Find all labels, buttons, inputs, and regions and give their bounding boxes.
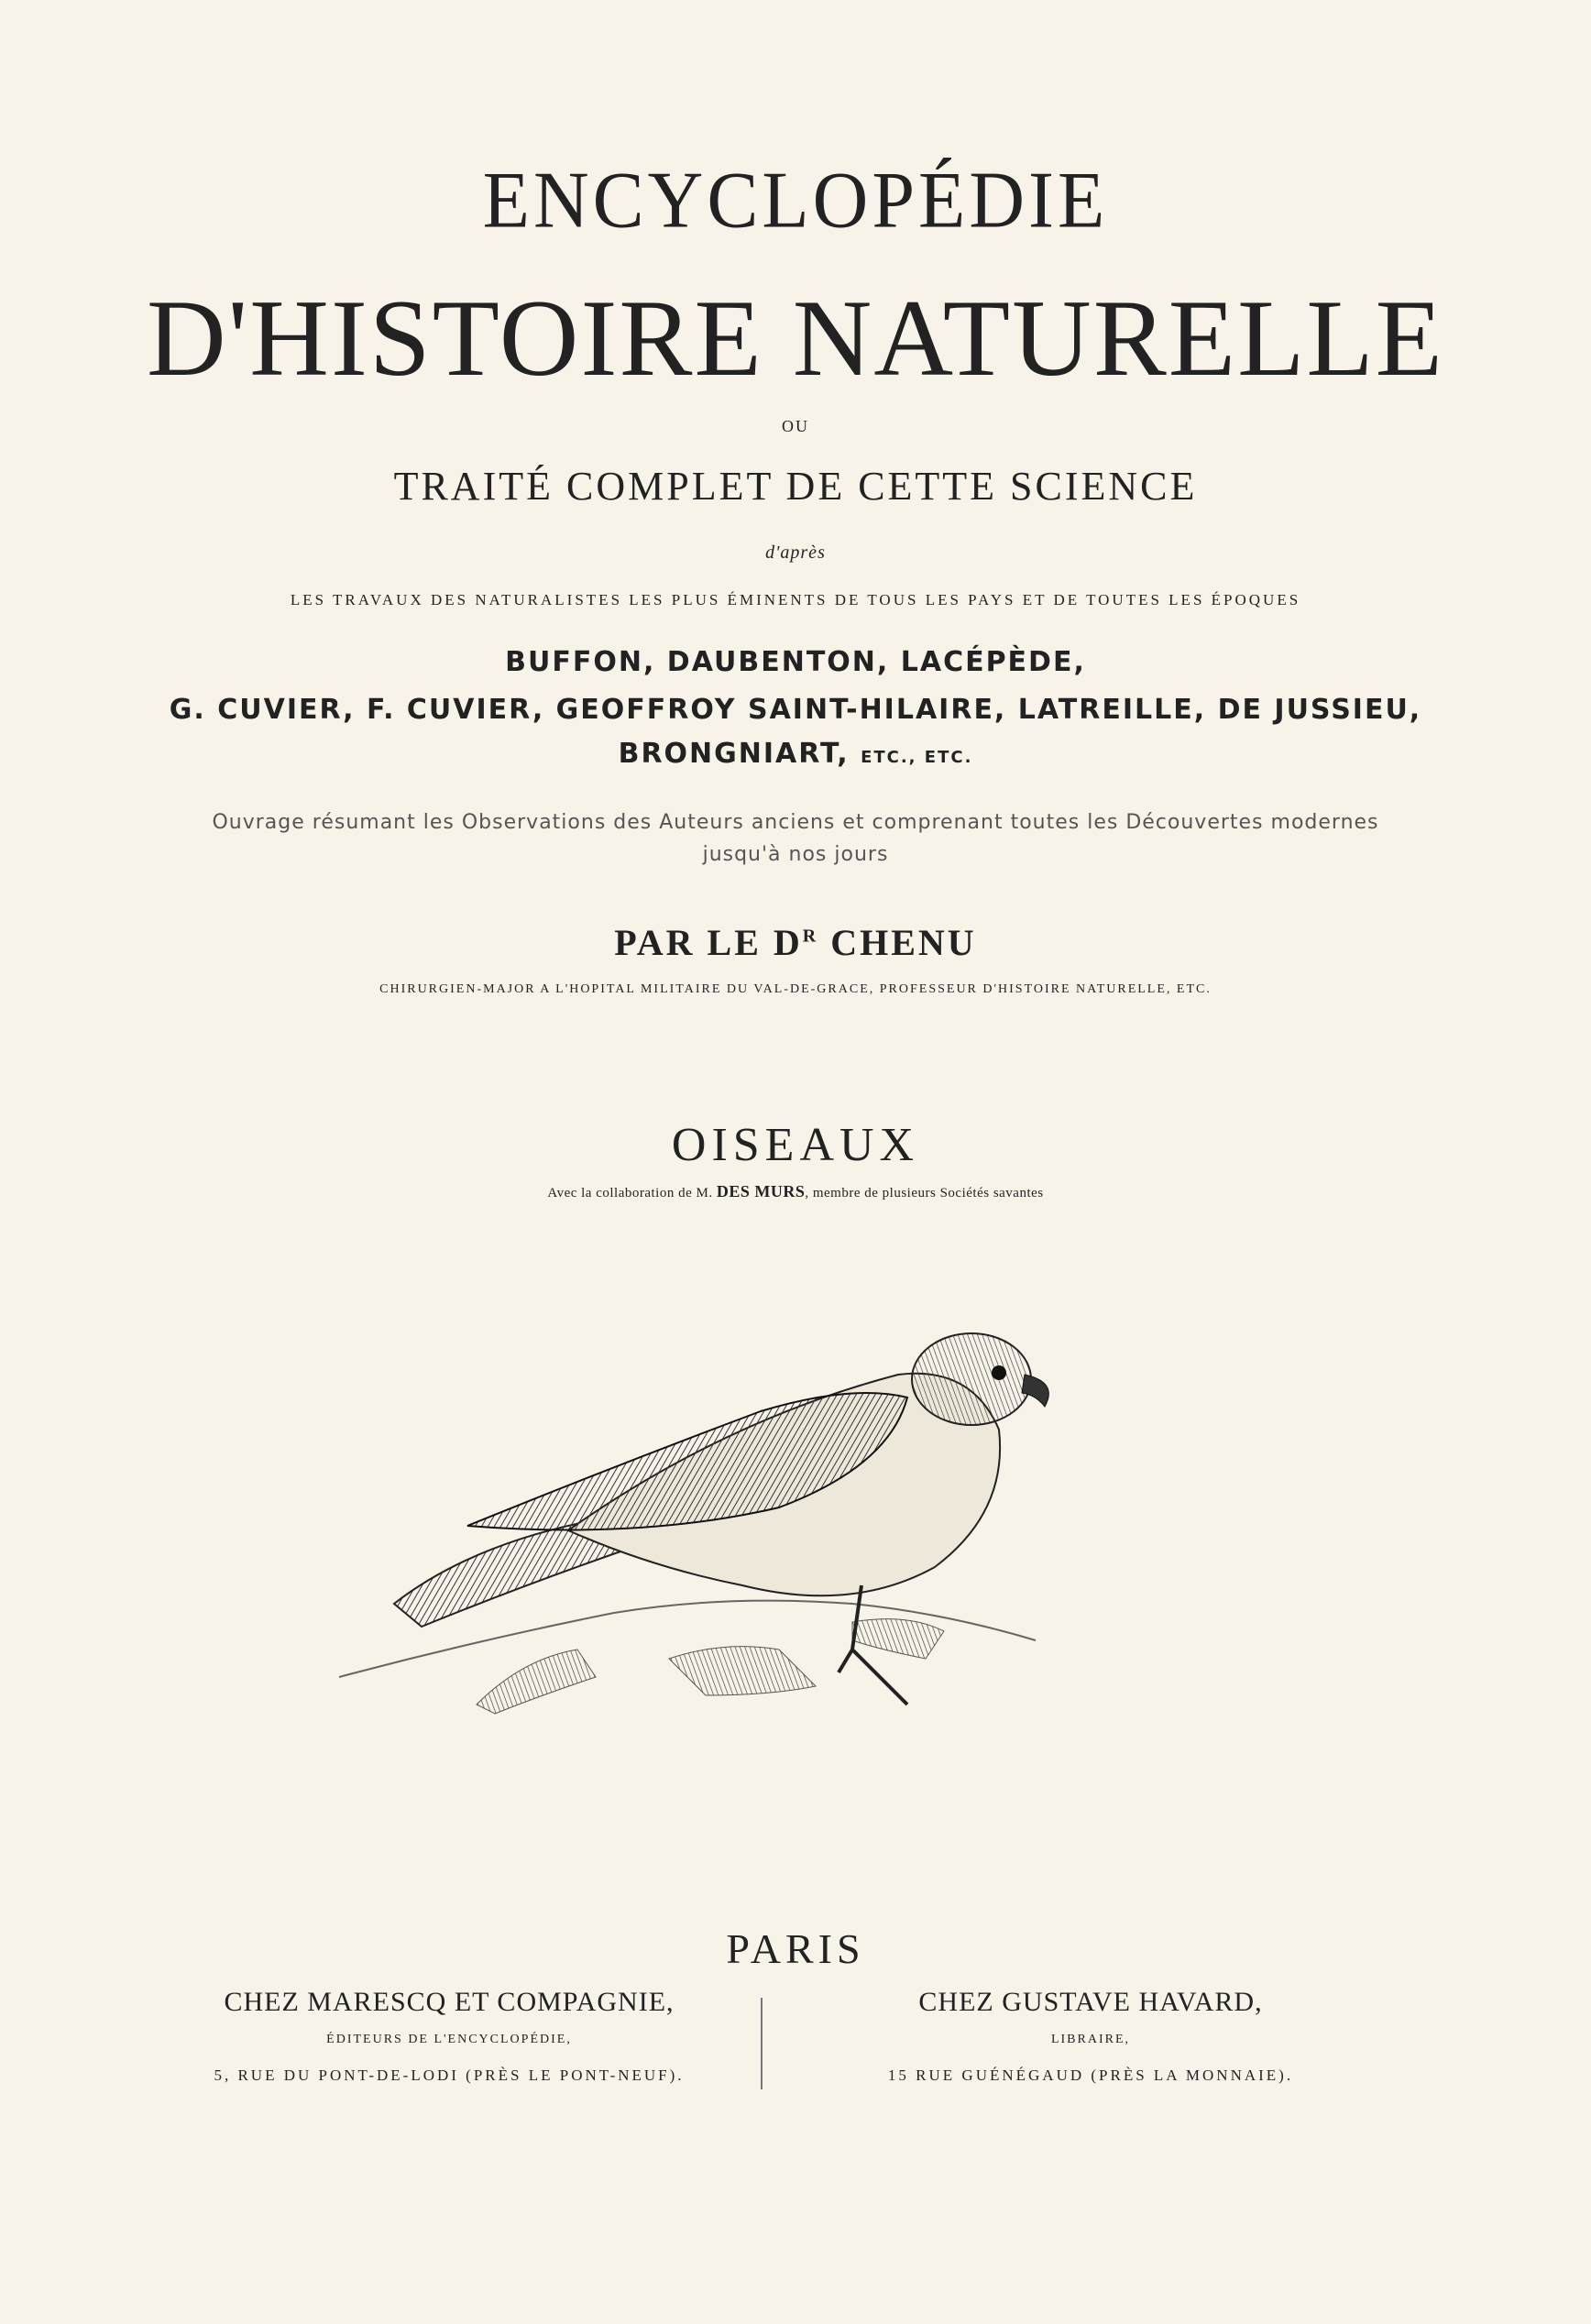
collab-pre: Avec la collaboration de M. bbox=[547, 1186, 717, 1200]
collab-name: DES MURS bbox=[716, 1182, 806, 1200]
naturalists-etc: ETC., ETC. bbox=[861, 748, 973, 767]
title-ou: OU bbox=[782, 417, 809, 435]
volume-title: OISEAUX bbox=[671, 1119, 920, 1171]
right-publisher: CHEZ GUSTAVE HAVARD, bbox=[918, 1987, 1263, 2017]
imprint-divider bbox=[761, 1998, 763, 2089]
left-publisher: CHEZ MARESCQ ET COMPAGNIE, bbox=[224, 1987, 675, 2017]
right-role: LIBRAIRE, bbox=[1050, 2033, 1131, 2046]
ouvrage-line-2: jusqu'à nos jours bbox=[702, 843, 889, 866]
collab-post: , membre de plusieurs Sociétés savantes bbox=[805, 1186, 1044, 1200]
bird-illustration bbox=[339, 1310, 1164, 1769]
subtitle: TRAITÉ COMPLET DE CETTE SCIENCE bbox=[393, 464, 1198, 509]
collaboration-line bbox=[0, 1182, 1591, 1201]
naturalists-brongniart: BRONGNIART, bbox=[618, 738, 850, 770]
author-line bbox=[0, 921, 1591, 964]
author-role: CHIRURGIEN-MAJOR A L'HOPITAL MILITAIRE DU VAL-DE-GRACE, PROFESSEUR D'HISTOIRE NATURELLE, ETC. bbox=[379, 982, 1212, 996]
rock-3 bbox=[852, 1619, 944, 1659]
right-address: 15 RUE GUÉNÉGAUD (PRÈS LA MONNAIE). bbox=[887, 2066, 1294, 2084]
bird-head bbox=[912, 1333, 1031, 1425]
left-address: 5, RUE DU PONT-DE-LODI (PRÈS LE PONT-NEUF). bbox=[214, 2066, 685, 2084]
travaux-line: LES TRAVAUX DES NATURALISTES LES PLUS ÉMINENTS DE TOUS LES PAYS ET DE TOUTES LES ÉPOQUES bbox=[290, 591, 1301, 608]
naturalists-line-3 bbox=[0, 738, 1591, 770]
title-line-1: ENCYCLOPÉDIE bbox=[482, 155, 1109, 246]
rock-1 bbox=[477, 1650, 596, 1714]
ouvrage-line-1: Ouvrage résumant les Observations des Auteurs anciens et comprenant toutes les Découvertes modernes bbox=[212, 811, 1379, 834]
imprint-city: PARIS bbox=[726, 1925, 865, 1972]
rock-2 bbox=[669, 1647, 816, 1695]
apres-text: d'après bbox=[765, 543, 826, 563]
naturalists-line-1: BUFFON, DAUBENTON, LACÉPÈDE, bbox=[505, 646, 1086, 678]
author-par: PAR LE D bbox=[614, 922, 803, 963]
bird-eye bbox=[992, 1365, 1006, 1380]
title-line-2: D'HISTOIRE NATURELLE bbox=[147, 277, 1444, 399]
left-role: ÉDITEURS DE L'ENCYCLOPÉDIE, bbox=[326, 2033, 572, 2046]
author-sup: R bbox=[802, 926, 819, 947]
naturalists-line-2: G. CUVIER, F. CUVIER, GEOFFROY SAINT-HILAIRE, LATREILLE, DE JUSSIEU, bbox=[169, 694, 1422, 726]
bird-beak bbox=[1022, 1375, 1048, 1407]
author-name: CHENU bbox=[818, 922, 977, 963]
